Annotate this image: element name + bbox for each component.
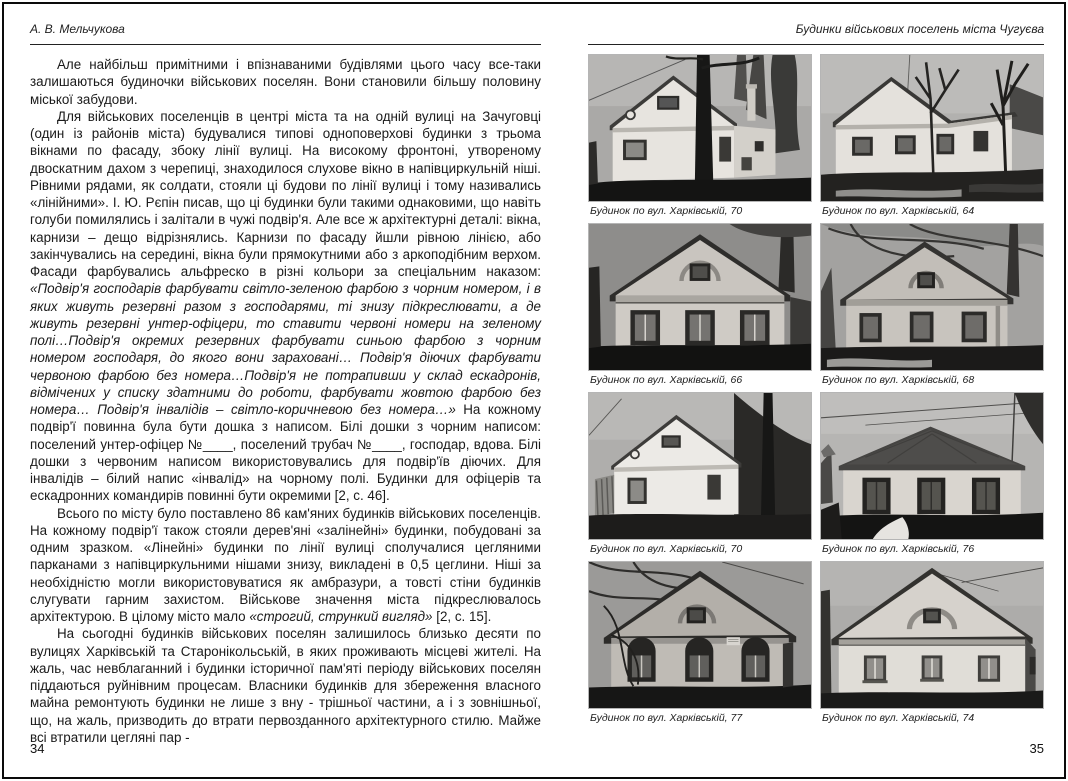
header-rule-right: [588, 44, 1044, 45]
page-right: [588, 22, 1044, 730]
photo-figure: [820, 561, 1044, 730]
page-number-right: 35: [1029, 741, 1044, 756]
header-rule-left: [30, 44, 541, 45]
paragraph: [30, 625, 541, 746]
house-photo-front-pediment-branches: [820, 223, 1044, 371]
text-run: Але найбільш примітними і впізнаваними будівлями цього часу все-таки залишаються будиночки військових поселян. Вони становили більшу половину міської забудови.: [30, 57, 541, 107]
photo-caption: Будинок по вул. Харківській, 68: [822, 374, 975, 386]
house-photo-symmetric-pediment-light: [820, 561, 1044, 709]
photo-figure: [588, 54, 812, 223]
text-run: На сьогодні будинків військових поселян залишилось близько десяти по вулицях Харківській та Старонікольській, в яких проживають місцеві жителі. На жаль, час невблаганний і будинки історичної пам'яті періоду військових поселян піддаються руйнівним процесам. Власники будинків для збереження власного майна ремонтують будинки не лише з вну - трішньої частини, а і з зовнішньої, що, на жаль, призводить до втрати первозданного архітектурного стилю. Майже всі втратили цегляні пар -: [30, 626, 541, 745]
text-run: На кожному подвір'ї повинна була бути дошка з написом. Білі дошки з чорним написом: поселений унтер-офіцер №____, поселений трубач №____, господар, вдова. Білі дошки з червоним написом використовувались для подвір'їв діючих. Для інвалідів – білий напис «інвалід» на чорному полі. Будинки для офіцерів та ескадронних командирів повинні бути окремими [2, с. 46].: [30, 402, 541, 504]
photo-caption: Будинок по вул. Харківській, 70: [590, 543, 743, 555]
photo-figure: [820, 54, 1044, 223]
house-photo-angled-house-dark-tree: [588, 392, 812, 540]
text-run: [2, с. 15].: [432, 609, 492, 624]
page-number-left: 34: [30, 741, 45, 756]
house-photo-front-pediment-lunette-dark: [588, 223, 812, 371]
running-head-author: А. В. Мельчукова: [30, 22, 125, 36]
text-run: Для військових поселенців в центрі міста та на одній вулиці на Зачуговці (один із районів міста) будувалися типові одноповерхові будинки з трьома вікнами по фасаду, збоку лінії вулиці. На високому фронтоні, утвореному двоскатним дахом з черепиці, знаходилося слухове вікно в напівциркульній ніші. Рівними рядами, як солдати, стояли ці будови по лінії вулиці і тому називались «лінійними». І. Ю. Рєпін писав, що ці будинки були такими однаковими, що навіть голуби помилялись і залітали в чужі подвір'я. Але все ж архітектурні деталі: вікна, карнизи – дещо відрізнялись. Карнизи по фасаду йшли рівною лінією, або закінчувались на середині, вікна були прямокутними або з аркоподібним верхом. Фасади фарбувались альфреско в різні кольори за спеціальним наказом:: [30, 108, 541, 279]
article: [30, 56, 541, 746]
quote-run: «строгий, стрункий вигляд»: [249, 609, 433, 624]
photo-figure: [820, 223, 1044, 392]
running-head-title: Будинки військових поселень міста Чугуєва: [795, 22, 1044, 36]
photo-caption: Будинок по вул. Харківській, 76: [822, 543, 975, 555]
house-photo-weathered-pediment-ac: [588, 561, 812, 709]
paragraph: [30, 108, 541, 505]
photo-caption: Будинок по вул. Харківській, 74: [822, 712, 975, 724]
house-photo-long-house-bare-trees: [820, 54, 1044, 202]
photo-figure: [588, 392, 812, 561]
page-left: [30, 22, 541, 746]
photo-grid: [588, 54, 1044, 730]
photo-caption: Будинок по вул. Харківській, 77: [590, 712, 743, 724]
photo-caption: Будинок по вул. Харківській, 64: [822, 205, 975, 217]
photo-figure: [588, 561, 812, 730]
photo-figure: [820, 392, 1044, 561]
paragraph: [30, 56, 541, 108]
house-photo-gable-house-big-tree: [588, 54, 812, 202]
photo-figure: [588, 223, 812, 392]
photo-caption: Будинок по вул. Харківській, 70: [590, 205, 743, 217]
text-run: Всього по місту було поставлено 86 кам'яних будинків військових поселенців. На кожному подвір'ї також стояли дерев'яні «залінейні» будинки, побудовані за одним зразком. «Лінейні» будинки по лінії вулиці сполучалися цегляними парканами з напівциркульними нішами знизу, викладені в 0,5 цеглини. Ніші за необхідністю могли використовуватися як амбразури, а товсті стіни будинків слугувати гарним захистом. Військове значення міста підкреслювалось архітектурою. В цілому місто мало: [30, 505, 541, 624]
photo-caption: Будинок по вул. Харківській, 66: [590, 374, 743, 386]
quote-run: «Подвір'я господарів фарбувати світло-зеленою фарбою з чорним номером, і в яких живуть резервні разом з господарями, ті знизу підкреслювати, а де живуть резервні унтер-офіцери, то ставити червоні номери на зеленому полі…Подвір'я окремих резервних фарбувати синьою фарбою з чорним номером господаря, до якого вони зараховані… Подвір'я діючих фарбувати червоною фарбою без номера…Подвір'я не потрапивши у склад ескадронів, відмічених у списку здатними до роботи, фарбувати жовтою фарбою без номера… Подвір'я інвалідів – світло-коричневою без номера…»: [30, 281, 541, 417]
paragraph: [30, 505, 541, 626]
house-photo-hipped-roof-snow: [820, 392, 1044, 540]
